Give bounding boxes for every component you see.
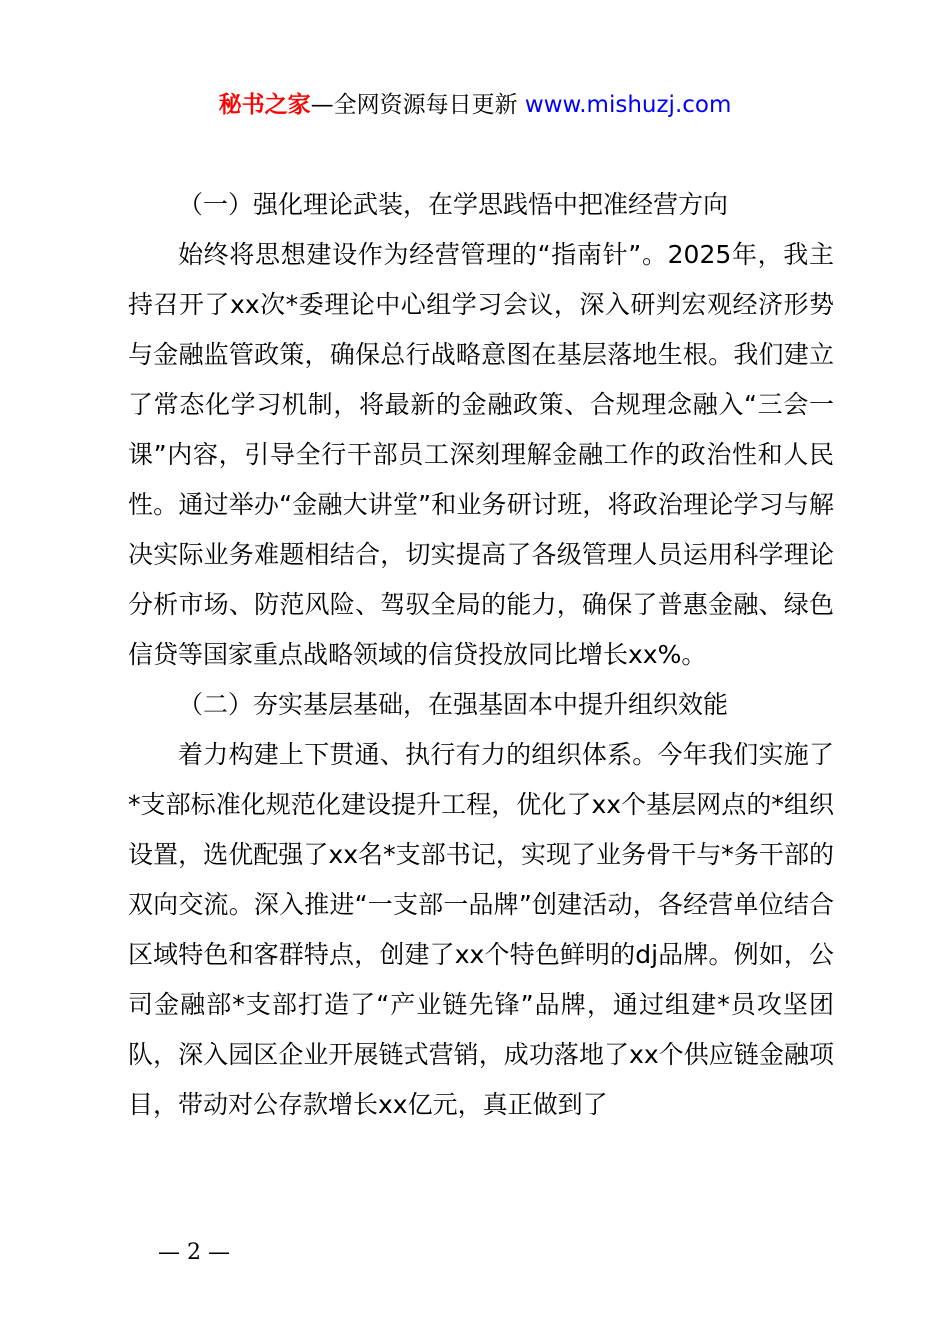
body-paragraph-1: 始终将思想建设作为经营管理的“指南针”。2025年，我主持召开了xx次*委理论中心组学习会议，深入研判宏观经济形势与金融监管政策，确保总行战略意图在基层落地生根。我们建立了常态化学习机制，将最新的金融政策、合规理念融入“三会一课”内容，引导全行干部员工深刻理解金融工作的政治性和人民性。通过举办“金融大讲堂”和业务研讨班，将政治理论学习与解决实际业务难题相结合，切实提高了各级管理人员运用科学理论分析市场、防范风险、驾驭全局的能力，确保了普惠金融、绿色信贷等国家重点战略领域的信贷投放同比增长xx%。 <box>128 240 834 669</box>
page-header <box>0 88 950 122</box>
header-url-link[interactable]: www.mishuzj.com <box>524 92 732 118</box>
page-number: — 2 — <box>158 1240 230 1265</box>
body-paragraph-2: 着力构建上下贯通、执行有力的组织体系。今年我们实施了*支部标准化规范化建设提升工程，优化了xx个基层网点的*组织设置，选优配强了xx名*支部书记，实现了业务骨干与*务干部的双向交流。深入推进“一支部一品牌”创建活动，各经营单位结合区域特色和客群特点，创建了xx个特色鲜明的dj品牌。例如，公司金融部*支部打造了“产业链先锋”品牌，通过组建*员攻坚团队，深入园区企业开展链式营销，成功落地了xx个供应链金融项目，带动对公存款增长xx亿元，真正做到了 <box>128 740 834 1119</box>
section-heading-2: （二）夯实基层基础，在强基固本中提升组织效能 <box>178 690 729 719</box>
document-body <box>128 180 834 1130</box>
section-heading-1: （一）强化理论武装，在学思践悟中把准经营方向 <box>178 190 729 219</box>
brand-name: 秘书之家 <box>218 92 311 118</box>
header-tagline: —全网资源每日更新 <box>310 92 518 118</box>
